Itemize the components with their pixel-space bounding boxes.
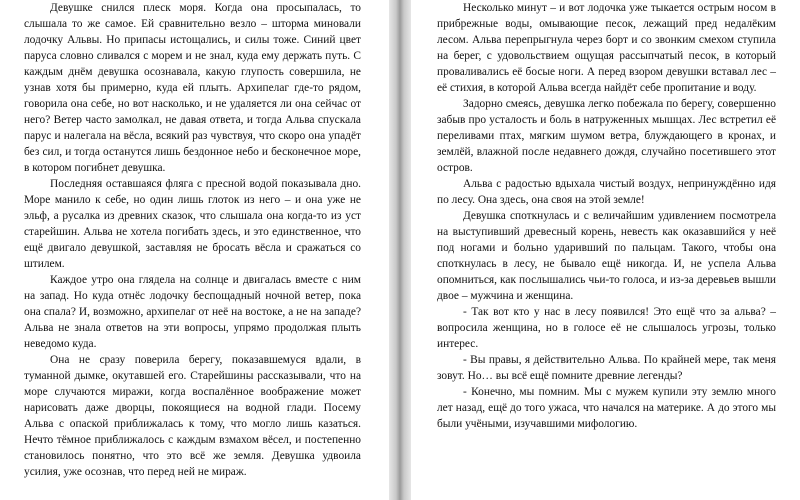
paragraph: Каждое утро она глядела на солнце и двигалась вместе с ним на запад. Но куда отнёс лодочку беспощадный ночной ветер, пока она спала? И, возможно, архипелаг от неё на востоке, а не на западе? Альва не знала ответов на эти вопросы, упрямо продолжая плыть неведомо куда. bbox=[24, 274, 361, 350]
paragraph: Девушка споткнулась и с величайшим удивлением посмотрела на выступивший древесный корень, невесть как оказавшийся у неё под ногами и больно ударивший по пальцам. Такого, чтобы она споткнулась в лесу, не бывало ещё никогда. И, не успела Альва опомниться, как послышались чьи-то голоса, и из-за деревьев вышли двое – мужчина и женщина. bbox=[437, 210, 776, 302]
paragraph: - Конечно, мы помним. Мы с мужем купили эту землю много лет назад, ещё до того ужаса, что начался на материке. А до этого мы были учёными, изучавшими мифологию. bbox=[437, 386, 776, 430]
paragraph: - Так вот кто у нас в лесу появился! Это ещё что за альва? – вопросила женщина, но в голосе её не слышалось угрозы, только интерес. bbox=[437, 306, 776, 350]
paragraph: Девушке снился плеск моря. Когда она просыпалась, то слышала то же самое. Ей сравнительно везло – шторма миновали лодочку Альвы. Но припасы истощались, и силы тоже. Синий цвет паруса словно сливался с морем и не знал, куда ему держать путь. С каждым днём девушка осознавала, какую глупость совершила, не узнав хотя бы примерно, куда ей плыть. Архипелаг где-то рядом, говорила она себе, но вот насколько, и не удаляется ли она сейчас от него? Ветер часто замолкал, не давая ответа, и тогда Альва спускала парус и налегала на вёсла, всякий раз чувствуя, что скоро она упадёт без сил, и тогда останутся лишь бездонное небо и бесконечное море, в котором погибнет девушка. bbox=[24, 2, 361, 174]
left-page bbox=[0, 0, 389, 500]
paragraph: Задорно смеясь, девушка легко побежала по берегу, совершенно забыв про усталость и боль в натруженных мышцах. Лес встретил её переливами птах, мягким шумом ветра, блуждающего в кронах, и землёй, влажной после недавнего дождя, случайно посетившего этот остров. bbox=[437, 98, 776, 174]
paragraph: Последняя оставшаяся фляга с пресной водой показывала дно. Море манило к себе, но один лишь глоток из него – и она уже не эльф, а русалка из древних сказок, что слышала она когда-то из уст старейшин. Альва не хотела погибать здесь, и это единственное, что ещё двигало девушкой, заставляя не бросать вёсла и сражаться со штилем. bbox=[24, 178, 361, 270]
paragraph: Несколько минут – и вот лодочка уже тыкается острым носом в прибрежные воды, омывающие песок, лежащий пред недалёким лесом. Альва перепрыгнула через борт и со звонким смехом ступила на берег, с удовольствием ощущая рассыпчатый песок, в который проваливались её босые ноги. А перед взором девушки вставал лес – её стихия, в которой Альва всегда найдёт себе пропитание и воду. bbox=[437, 2, 776, 94]
page-gutter bbox=[389, 0, 411, 500]
paragraph: Она не сразу поверила берегу, показавшемуся вдали, в туманной дымке, окутавшей его. Старейшины рассказывали, что на море случаются миражи, когда воспалённое воображение может нарисовать даже дворцы, покоящиеся на водной глади. Посему Альва с опаской приближалась к тому, что могло лишь казаться. Нечто тёмное приближалось с каждым взмахом вёсел, и постепенно становилось понятно, что это всё же земля. Девушка удвоила усилия, уже осознав, что перед ней не мираж. bbox=[24, 354, 361, 478]
paragraph: Альва с радостью вдыхала чистый воздух, непринуждённо идя по лесу. Она здесь, она своя на этой земле! bbox=[437, 178, 776, 206]
paragraph: - Вы правы, я действительно Альва. По крайней мере, так меня зовут. Но… вы всё ещё помните древние легенды? bbox=[437, 354, 776, 382]
right-page bbox=[411, 0, 800, 500]
